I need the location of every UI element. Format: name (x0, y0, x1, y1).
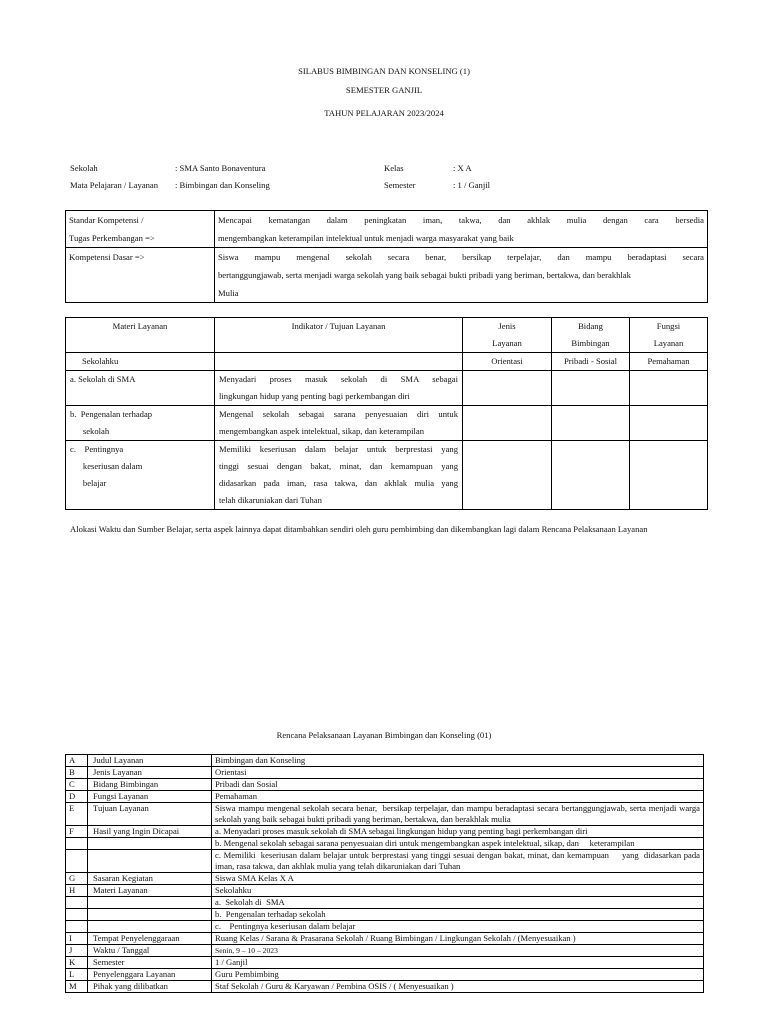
empty-cell (463, 441, 552, 510)
indikator-line: lingkungan hidup yang penting bagi perkembangan diri (219, 391, 410, 401)
materi-row (66, 406, 708, 441)
rpl-value-cell: b. Pengenalan terhadap sekolah (212, 909, 704, 921)
kd-text-cell (215, 248, 708, 303)
rpl-label-cell (88, 850, 212, 873)
rpl-label-cell (88, 921, 212, 933)
header-jenis-line: Jenis (498, 321, 516, 331)
kd-text: Siswa mampu mengenal sekolah secara benar, bersikap terpelajar, dan mampu beradaptasi secara (218, 252, 704, 262)
kd-text: Mulia (218, 288, 239, 298)
rpl-value-cell: Siswa mampu mengenal sekolah secara benar, bersikap terpelajar, dan mampu beradaptasi secara bertanggungjawab, serta menjadi warga sekolah yang baik sebagai bukti pribadi yang beriman, bertakwa, dan berakhlak mulia (212, 803, 704, 826)
rpl-code-cell: I (66, 933, 88, 945)
rpl-label-cell (88, 838, 212, 850)
rpl-label-cell: Bidang Bimbingan (88, 779, 212, 791)
rpl-value-cell: a. Sekolah di SMA (212, 897, 704, 909)
doc-title: SILABUS BIMBINGAN DAN KONSELING (1) (298, 66, 470, 76)
rpl-row (66, 933, 704, 945)
rpl-code-cell: C (66, 779, 88, 791)
rpl-row (66, 909, 704, 921)
sk-text: Mencapai kematangan dalam peningkatan iman, takwa, dan akhlak mulia dengan cara bersedia (218, 215, 704, 225)
standar-table (65, 210, 708, 303)
rpl-row (66, 957, 704, 969)
materi-row (66, 371, 708, 406)
empty-cell (630, 441, 708, 510)
rpl-row (66, 838, 704, 850)
header-materi: Materi Layanan (66, 318, 215, 353)
rpl-row (66, 969, 704, 981)
kd-label-cell (66, 248, 215, 303)
indikator-line: Menyadari proses masuk sekolah di SMA sebagai (219, 374, 458, 384)
empty-cell (463, 371, 552, 406)
semester-label: Semester (384, 180, 416, 190)
rpl-label-cell (88, 897, 212, 909)
rpl-code-cell: J (66, 945, 88, 957)
rpl-row (66, 826, 704, 838)
rpl-label-cell: Tempat Penyelenggaraan (88, 933, 212, 945)
rpl-label-cell (88, 909, 212, 921)
rpl-value-cell: Staf Sekolah / Guru & Karyawan / Pembina OSIS / ( Menyesuaikan ) (212, 981, 704, 993)
rpl-value-cell: 1 / Ganjil (212, 957, 704, 969)
indikator-cell (215, 441, 463, 510)
rpl-value-cell: b. Mengenal sekolah sebagai sarana penyesuaian diri untuk mengembangkan aspek intelektual, sikap, dan keterampilan (212, 838, 704, 850)
rpl-label-cell: Fungsi Layanan (88, 791, 212, 803)
sekolah-label: Sekolah (70, 163, 98, 173)
kompetensi-dasar-row (66, 248, 708, 303)
rpl-row (66, 885, 704, 897)
sekolah-value: : SMA Santo Bonaventura (175, 163, 266, 173)
sk-label: Tugas Perkembangan => (69, 233, 155, 243)
sk-text: mengembangkan keterampilan intelektual untuk menjadi warga masyarakat yang baik (218, 233, 514, 243)
rpl-row (66, 850, 704, 873)
header-fungsi (630, 318, 708, 353)
rpl-title: Rencana Pelaksanaan Layanan Bimbingan dan Konseling (01) (276, 730, 492, 740)
indikator-cell (215, 371, 463, 406)
rpl-value-cell: Orientasi (212, 767, 704, 779)
rpl-value-cell: c. Pentingnya keseriusan dalam belajar (212, 921, 704, 933)
header-bidang (552, 318, 630, 353)
rpl-code-cell: D (66, 791, 88, 803)
rpl-value-cell: Ruang Kelas / Sarana & Prasarana Sekolah / Ruang Bimbingan / Lingkungan Sekolah / (Menyesuaikan ) (212, 933, 704, 945)
materi-line: keseriusan dalam (70, 461, 143, 471)
rpl-row (66, 981, 704, 993)
header-indikator: Indikator / Tujuan Layanan (215, 318, 463, 353)
jenis-value: Orientasi (463, 353, 552, 371)
rpl-code-cell (66, 850, 88, 873)
empty-cell (463, 406, 552, 441)
mapel-value: : Bimbingan dan Konseling (175, 180, 270, 190)
kd-label: Kompetensi Dasar => (69, 252, 145, 262)
materi-table (65, 317, 708, 510)
empty-cell (552, 406, 630, 441)
indikator-line: Mengenal sekolah sebagai sarana penyesuaian diri untuk (219, 409, 458, 419)
sk-label-cell (66, 211, 215, 248)
rpl-code-cell (66, 897, 88, 909)
rpl-value-cell: a. Menyadari proses masuk sekolah di SMA sebagai lingkungan hidup yang penting bagi perkembangan diri (212, 826, 704, 838)
materi-cell (66, 406, 215, 441)
indikator-cell (215, 406, 463, 441)
kd-text: bertanggungjawab, serta menjadi warga sekolah yang baik sebagai bukti pribadi yang beriman, bertakwa, dan berakhlak (218, 270, 631, 280)
rpl-label-cell: Hasil yang Ingin Dicapai (88, 826, 212, 838)
rpl-code-cell: F (66, 826, 88, 838)
standar-kompetensi-row (66, 211, 708, 248)
rpl-value-cell: Sekolahku (212, 885, 704, 897)
rpl-row (66, 897, 704, 909)
materi-row (66, 441, 708, 510)
alokasi-paragraph: Alokasi Waktu dan Sumber Belajar, serta aspek lainnya dapat ditambahkan sendiri oleh guru pembimbing dan dikembangkan lagi dalam Rencana Pelaksanaan Layanan (70, 524, 648, 534)
rpl-code-cell (66, 921, 88, 933)
rpl-value-cell: Pemahaman (212, 791, 704, 803)
materi-topic-row (66, 353, 708, 371)
materi-line: belajar (70, 478, 107, 488)
indikator-line: tinggi sesuai dengan bakat, minat, dan kemampuan yang (219, 461, 458, 471)
rpl-row (66, 945, 704, 957)
fungsi-value: Pemahaman (630, 353, 708, 371)
header-bidang-line: Bimbingan (571, 338, 610, 348)
rpl-value-cell: Pribadi dan Sosial (212, 779, 704, 791)
kelas-label: Kelas (384, 163, 404, 173)
rpl-row (66, 779, 704, 791)
bidang-value: Pribadi - Sosial (552, 353, 630, 371)
empty-cell (552, 371, 630, 406)
mapel-label: Mata Pelajaran / Layanan (70, 180, 159, 190)
rpl-code-cell: B (66, 767, 88, 779)
rpl-row (66, 803, 704, 826)
rpl-code-cell (66, 838, 88, 850)
rpl-code-cell: A (66, 755, 88, 767)
rpl-value-cell: Guru Pembimbing (212, 969, 704, 981)
materi-header-row (66, 318, 708, 353)
rpl-label-cell: Materi Layanan (88, 885, 212, 897)
kelas-value: : X A (453, 163, 472, 173)
doc-semester: SEMESTER GANJIL (345, 85, 423, 95)
materi-line: b. Pengenalan terhadap (70, 409, 153, 419)
sk-text-cell (215, 211, 708, 248)
indikator-line: didasarkan pada iman, rasa takwa, dan akhlak mulia yang (219, 478, 458, 488)
rpl-label-cell: Waktu / Tanggal (88, 945, 212, 957)
empty-cell (630, 406, 708, 441)
rpl-row (66, 755, 704, 767)
rpl-label-cell: Tujuan Layanan (88, 803, 212, 826)
rpl-code-cell: K (66, 957, 88, 969)
materi-cell (66, 441, 215, 510)
rpl-label-cell: Jenis Layanan (88, 767, 212, 779)
rpl-label-cell: Sasaran Kegiatan (88, 873, 212, 885)
rpl-value-cell: c. Memiliki keseriusan dalam belajar untuk berprestasi yang tinggi sesuai dengan bakat, minat, dan kemampuan yang didasarkan pada iman, rasa takwa, dan akhlak mulia yang telah dikaruniakan dari Tuhan (212, 850, 704, 873)
rpl-value-cell: Bimbingan dan Konseling (212, 755, 704, 767)
topic-cell: Sekolahku (66, 353, 215, 371)
indikator-line: mengembangkan aspek intelektual, sikap, dan keterampilan (219, 426, 424, 436)
indikator-line: Memiliki keseriusan dalam belajar untuk berprestasi yang (219, 444, 458, 454)
empty-cell (552, 441, 630, 510)
sk-label: Standar Kompetensi / (69, 215, 144, 225)
empty-cell (215, 353, 463, 371)
rpl-code-cell: E (66, 803, 88, 826)
rpl-code-cell: G (66, 873, 88, 885)
materi-line: sekolah (70, 426, 110, 436)
rpl-label-cell: Judul Layanan (88, 755, 212, 767)
materi-cell (66, 371, 215, 406)
rpl-table (65, 754, 704, 993)
rpl-label-cell: Penyelenggara Layanan (88, 969, 212, 981)
header-fungsi-line: Layanan (653, 338, 684, 348)
header-jenis (463, 318, 552, 353)
rpl-value-cell: Senin, 9 – 10 – 2023 (212, 945, 704, 957)
empty-cell (630, 371, 708, 406)
rpl-row (66, 767, 704, 779)
header-jenis-line: Layanan (492, 338, 522, 348)
rpl-label-cell: Semester (88, 957, 212, 969)
header-bidang-line: Bidang (578, 321, 603, 331)
rpl-value-cell: Siswa SMA Kelas X A (212, 873, 704, 885)
rpl-row (66, 873, 704, 885)
rpl-code-cell: M (66, 981, 88, 993)
materi-line: a. Sekolah di SMA (70, 374, 136, 384)
doc-year: TAHUN PELAJARAN 2023/2024 (324, 108, 444, 118)
header-fungsi-line: Fungsi (656, 321, 681, 331)
rpl-code-cell: H (66, 885, 88, 897)
rpl-table-body (66, 755, 704, 993)
rpl-code-cell: L (66, 969, 88, 981)
materi-line: c. Pentingnya (70, 444, 124, 454)
rpl-code-cell (66, 909, 88, 921)
semester-value: : 1 / Ganjil (453, 180, 490, 190)
rpl-row (66, 921, 704, 933)
indikator-line: telah dikaruniakan dari Tuhan (219, 495, 322, 505)
rpl-row (66, 791, 704, 803)
rpl-label-cell: Pihak yang dilibatkan (88, 981, 212, 993)
